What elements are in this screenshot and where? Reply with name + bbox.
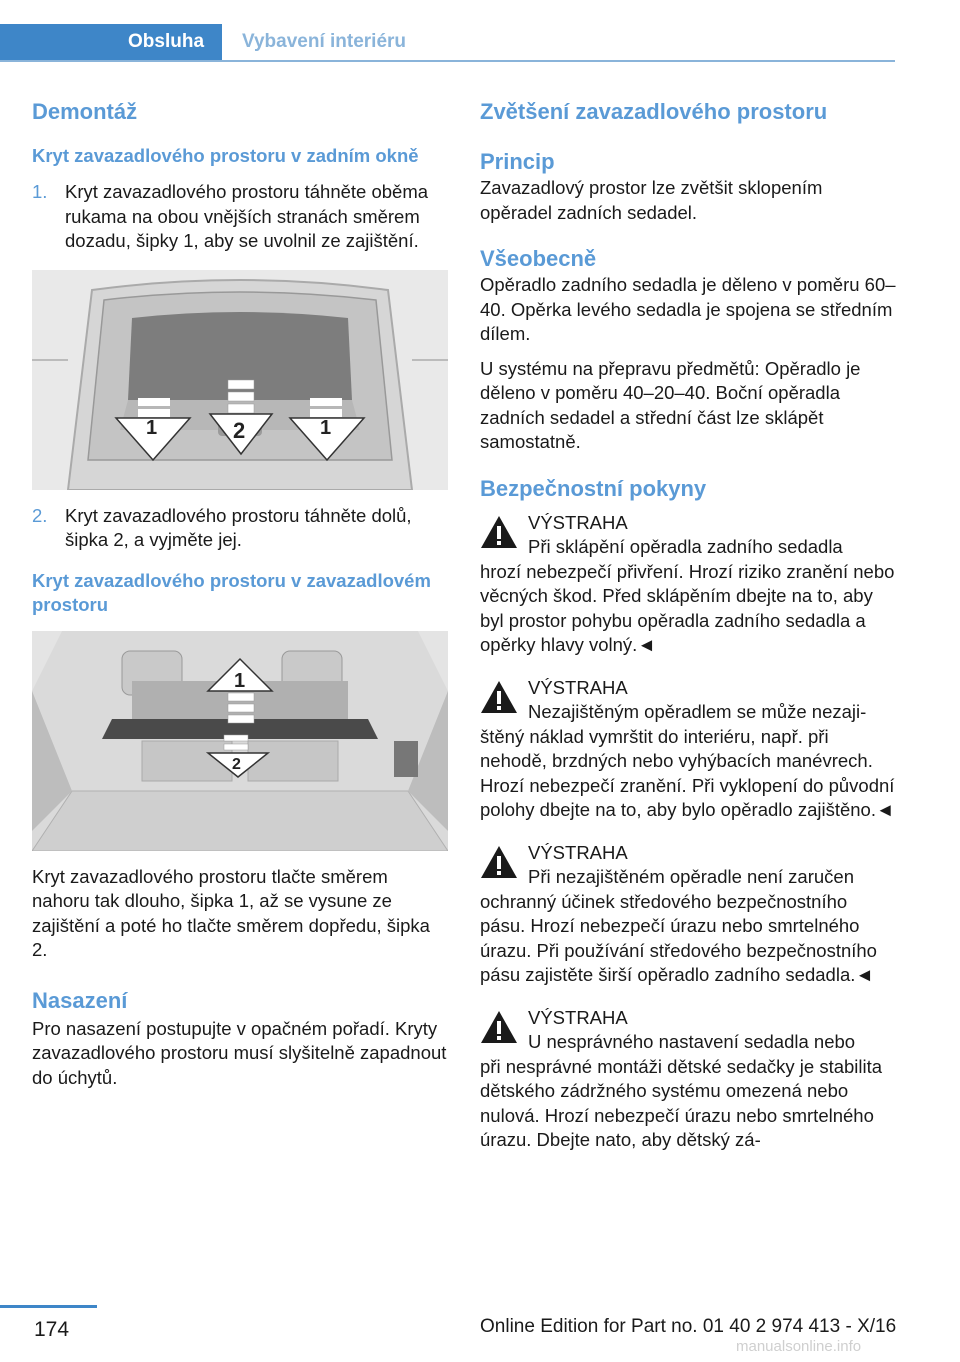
tab-obsluha[interactable]: Obsluha xyxy=(0,24,222,60)
list-item-step-1 xyxy=(32,180,448,254)
watermark: manualsonline.info xyxy=(736,1338,862,1355)
paragraph-kryt-posun: Kryt zavazadlového prostoru tlačte směrem nahoru tak dlouho, šipka 1, až se vysune ze zajištění a poté ho tlačte směrem dopředu, šipka 2. xyxy=(32,865,430,960)
paragraph-princip: Zavazadlový prostor lze zvětšit sklopením opěradel zadních sedadel. xyxy=(480,177,823,223)
warning-block-1 xyxy=(480,511,896,658)
label-1: 1 xyxy=(234,669,246,692)
trunk-cover-illustration xyxy=(32,270,448,490)
warning-block-4 xyxy=(480,1006,896,1153)
step-text: Kryt zavazadlového prostoru táhněte oběma rukama na obou vnějších stranách směrem dozadu, šipky 1, aby se uvolnil ze zajištění. xyxy=(65,181,429,251)
warning-text: štěný náklad vymrštit do interiéru, např. při nehodě, brzdných nebo vyhýbacích manévrech. Hrozí nebezpečí zranění. Při vyklopení do původní polohy dbejte na to, aby bylo opěradlo zajištěno.◄ xyxy=(480,725,895,820)
trunk-interior-illustration xyxy=(32,631,448,851)
step-number: 2. xyxy=(32,504,48,526)
right-column xyxy=(480,98,896,1153)
heading-vseobecne: Všeobecně xyxy=(480,246,597,271)
paragraph-vseobecne-1: Opěradlo zadního sedadla je děleno v poměru 60–40. Opěrka levého sedadla je spojena se středním dílem. xyxy=(480,274,896,344)
warning-text: při nesprávné montáži dětské sedačky je stabilita dětského zádržného systému omezená nebo nulová. Hrozí nebezpečí úrazu nebo smrtelného úrazu. Dbejte nato, aby dětský zá- xyxy=(480,1055,883,1150)
warning-block-3 xyxy=(480,841,896,988)
figure-trunk-cover-in-trunk xyxy=(32,631,448,851)
paragraph-nasazeni: Pro nasazení postupujte v opačném pořadí. Kryty zavazadlového prostoru musí slyšitelně zapadnout do úchytů. xyxy=(32,1017,447,1088)
left-column xyxy=(32,98,448,1090)
warning-triangle-icon xyxy=(480,515,518,549)
heading-kryt-v-prostoru: Kryt zavazadlového prostoru v zavazadlovém prostoru xyxy=(32,569,431,615)
heading-princip: Princip xyxy=(480,149,555,174)
label-1-left: 1 xyxy=(146,416,158,439)
footer-accent-line xyxy=(0,1305,97,1308)
heading-demontaz: Demontáž xyxy=(32,99,138,124)
edition-info: Online Edition for Part no. 01 40 2 974 413 - X/16 xyxy=(480,1316,897,1337)
warning-title: VÝSTRAHA xyxy=(528,676,628,698)
warning-first-line: U nesprávného nastavení sedadla nebo xyxy=(528,1031,856,1052)
list-item-step-2 xyxy=(32,504,448,553)
header-tab-bar xyxy=(0,24,895,62)
heading-nasazeni: Nasazení xyxy=(32,987,128,1013)
label-2: 2 xyxy=(233,417,246,443)
warning-first-line: Při sklápění opěradla zadního sedadla xyxy=(528,536,843,557)
warning-text: hrozí nebezpečí přivření. Hrozí riziko zranění nebo věcných škod. Před sklápěním dbejte na to, aby byl prostor pohybu opěradla zadního sedadla a opěrky hlavy volný.◄ xyxy=(480,560,895,655)
warning-title: VÝSTRAHA xyxy=(528,841,628,863)
warning-triangle-icon xyxy=(480,845,518,879)
figure-trunk-cover-rear-window xyxy=(32,270,448,490)
warning-triangle-icon xyxy=(480,680,518,714)
warning-triangle-icon xyxy=(480,1010,518,1044)
heading-bezpecnostni-pokyny: Bezpečnostní pokyny xyxy=(480,475,707,501)
page-number: 174 xyxy=(34,1318,70,1341)
warning-title: VÝSTRAHA xyxy=(528,511,628,533)
tab-vybaveni-interieru[interactable]: Vybavení interiéru xyxy=(242,31,407,52)
heading-kryt-v-okne: Kryt zavazadlového prostoru v zadním okně xyxy=(32,145,419,166)
step-number: 1. xyxy=(32,181,48,202)
step-text: Kryt zavazadlového prostoru táhněte dolů, šipka 2, a vyjměte jej. xyxy=(65,504,412,550)
warning-title: VÝSTRAHA xyxy=(528,1006,628,1028)
paragraph-vseobecne-2: U systému na přepravu předmětů: Opěradlo je děleno v poměru 40–20–40. Boční opěradla zadních sedadel a střední část lze sklápět samostatně. xyxy=(480,357,861,452)
warning-block-2 xyxy=(480,676,896,823)
label-1-right: 1 xyxy=(320,416,332,439)
label-2: 2 xyxy=(232,755,241,773)
heading-zvetseni: Zvětšení zavazadlového prostoru xyxy=(480,99,828,124)
warning-text: ochranný účinek středového bezpečnostního pásu. Hrozí nebezpečí úrazu nebo smrtelného úrazu. Při používání středového bezpečnostního pásu zajistěte širší opěradlo zadního sedadla.◄ xyxy=(480,890,877,985)
warning-first-line: Nezajištěným opěradlem se může nezaji- xyxy=(528,701,867,722)
warning-first-line: Při nezajištěném opěradle není zaručen xyxy=(528,866,854,887)
